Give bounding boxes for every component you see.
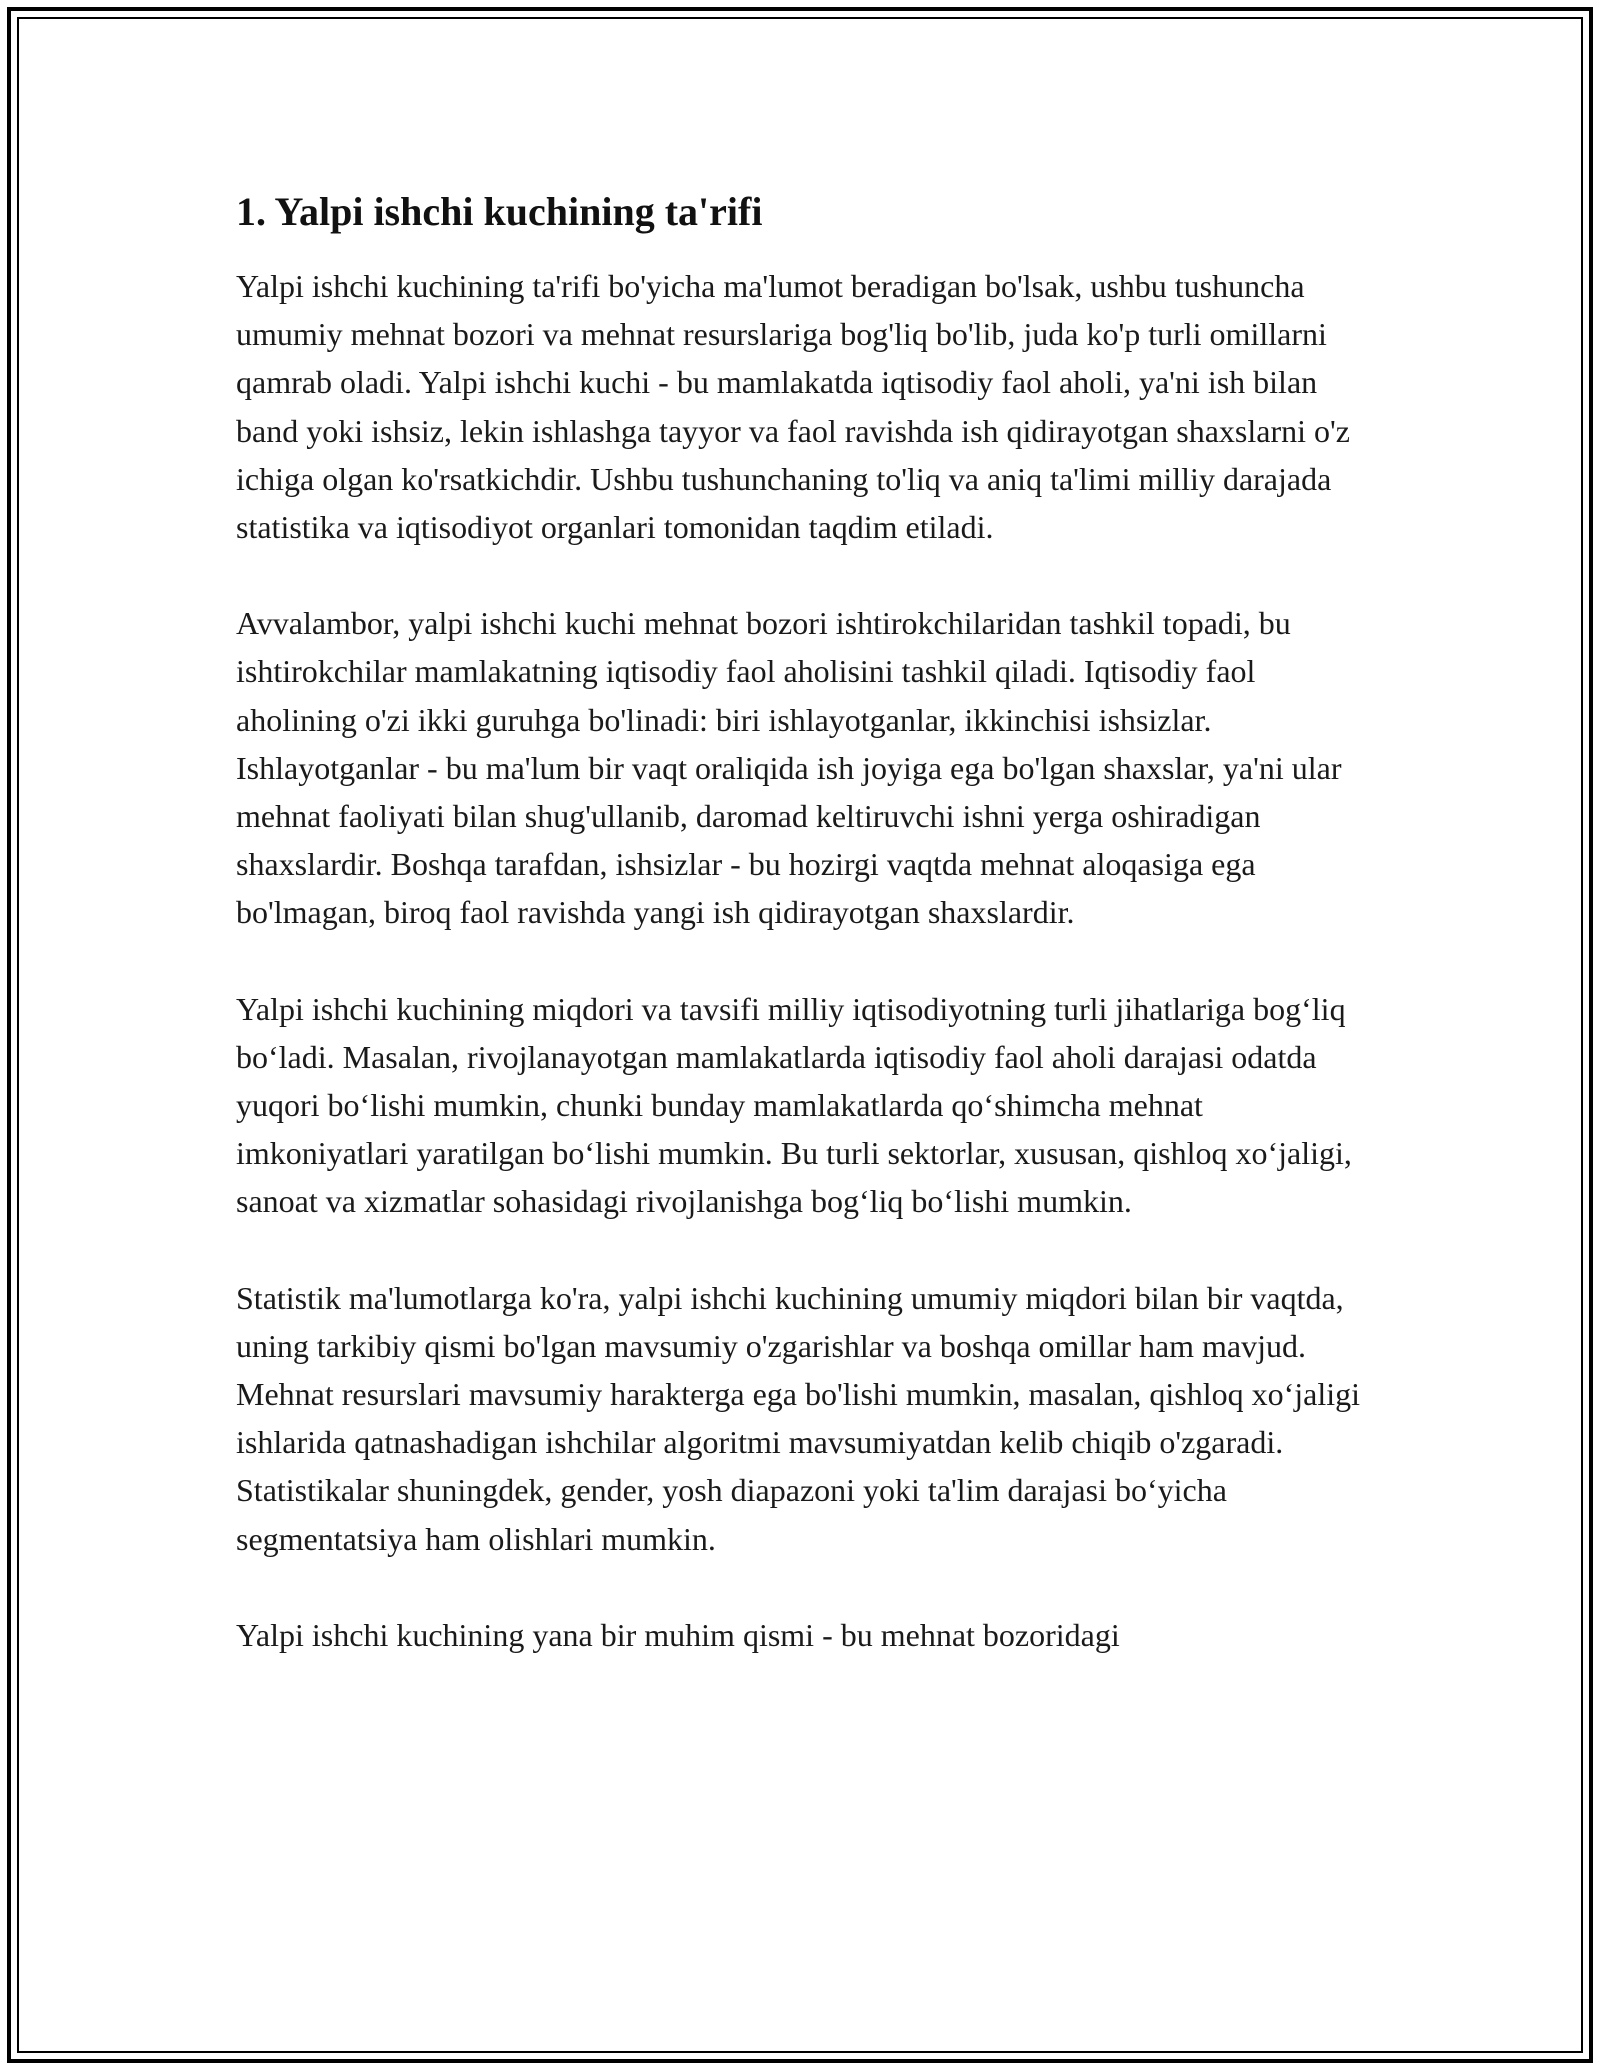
section-heading: 1. Yalpi ishchi kuchining ta'rifi: [236, 189, 763, 234]
paragraph-5: Yalpi ishchi kuchining yana bir muhim qismi - bu mehnat bozoridagi: [236, 1616, 1120, 1653]
document-body: [236, 184, 1376, 1707]
paragraph-3: Yalpi ishchi kuchining miqdori va tavsifi milliy iqtisodiyotning turli jihatlariga bog‘liq bo‘ladi. Masalan, rivojlanayotgan mamlakatlarda iqtisodiy faol aholi darajasi odatda yuqori bo‘lishi mumkin, chunki bunday mamlakatlarda qo‘shimcha mehnat imkoniyatlari yaratilgan bo‘lishi mumkin. Bu turli sektorlar, xususan, qishloq xo‘jaligi, sanoat va xizmatlar sohasidagi rivojlanishga bog‘liq bo‘lishi mumkin.: [236, 990, 1352, 1220]
paragraph-2: Avvalambor, yalpi ishchi kuchi mehnat bozori ishtirokchilaridan tashkil topadi, bu ishtirokchilar mamlakatning iqtisodiy faol aholisini tashkil qiladi. Iqtisodiy faol aholining o'zi ikki guruhga bo'linadi: biri ishlayotganlar, ikkinchisi ishsizlar. Ishlayotganlar - bu ma'lum bir vaqt oraliqida ish joyiga ega bo'lgan shaxslar, ya'ni ular mehnat faoliyati bilan shug'ullanib, daromad keltiruvchi ishni yerga oshiradigan shaxslardir. Boshqa tarafdan, ishsizlar - bu hozirgi vaqtda mehnat aloqasiga ega bo'lmagan, biroq faol ravishda yangi ish qidirayotgan shaxslardir.: [236, 605, 1342, 931]
paragraph-4: Statistik ma'lumotlarga ko'ra, yalpi ishchi kuchining umumiy miqdori bilan bir vaqtda, uning tarkibiy qismi bo'lgan mavsumiy o'zgarishlar va boshqa omillar ham mavjud. Mehnat resurslari mavsumiy harakterga ega bo'lishi mumkin, masalan, qishloq xo‘jaligi ishlarida qatnashadigan ishchilar algoritmi mavsumiyatdan kelib chiqib o'zgaradi. Statistikalar shuningdek, gender, yosh diapazoni yoki ta'lim darajasi bo‘yicha segmentatsiya ham olishlari mumkin.: [236, 1279, 1361, 1557]
paragraph-1: Yalpi ishchi kuchining ta'rifi bo'yicha ma'lumot beradigan bo'lsak, ushbu tushuncha umumiy mehnat bozori va mehnat resurslariga bog'liq bo'lib, juda ko'p turli omillarni qamrab oladi. Yalpi ishchi kuchi - bu mamlakatda iqtisodiy faol aholi, ya'ni ish bilan band yoki ishsiz, lekin ishlashga tayyor va faol ravishda ish qidirayotgan shaxslarni o'z ichiga olgan ko'rsatkichdir. Ushbu tushunchaning to'liq va aniq ta'limi milliy darajada statistika va iqtisodiyot organlari tomonidan taqdim etiladi.: [236, 268, 1350, 546]
